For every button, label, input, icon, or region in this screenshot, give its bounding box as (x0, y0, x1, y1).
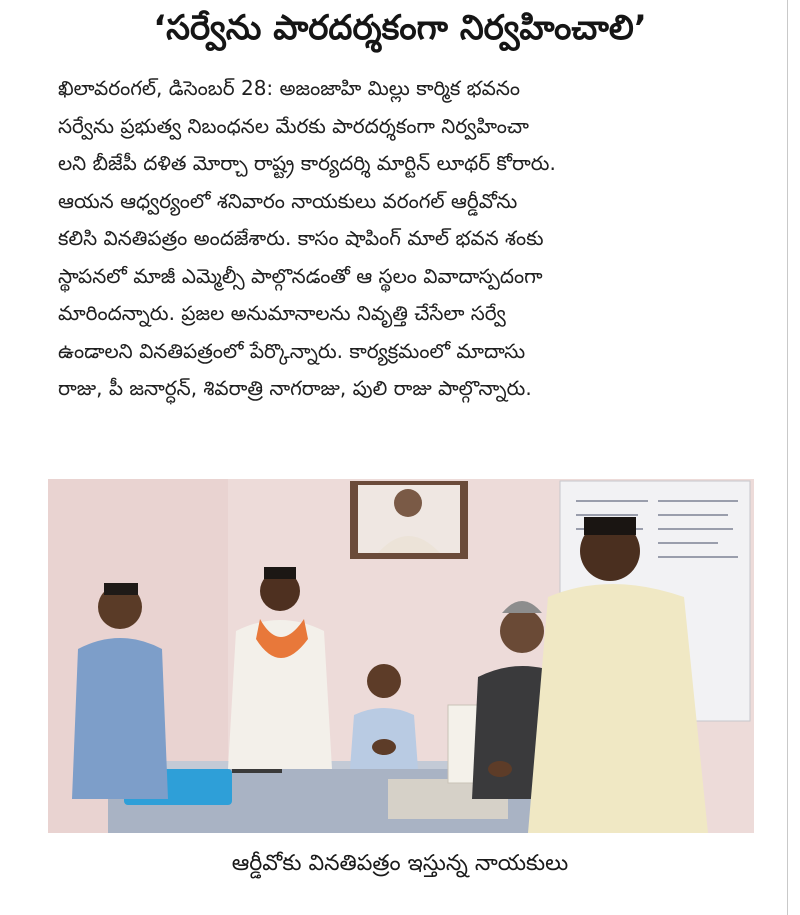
article-body (58, 70, 748, 408)
body-line: సర్వేను ప్రభుత్వ నిబంధనల మేరకు పారదర్శకంగా నిర్వహించా (58, 113, 529, 138)
body-line: కలిసి వినతిపత్రం అందజేశారు. కాసం షాపింగ్ మాల్ భవన శంకు (58, 226, 544, 250)
body-line: ఆయన ఆధ్వర్యంలో శనివారం నాయకులు వరంగల్ ఆర్డీవోను (58, 188, 518, 213)
column-rule (787, 0, 788, 915)
body-line: మారిందన్నారు. ప్రజల అనుమానాలను నివృత్తి చేసేలా సర్వే (58, 301, 506, 325)
body-line: ఖిలావరంగల్, డిసెంబర్ 28: అజంజాహి మిల్లు కార్మిక భవనం (58, 76, 521, 100)
body-line: రాజు, పీ జనార్ధన్, శివరాత్రి నాగరాజు, పులి రాజు పాల్గొన్నారు. (58, 376, 532, 400)
news-photo (48, 479, 754, 833)
headline: ‘సర్వేను పారదర్శకంగా నిర్వహించాలి’ (153, 8, 647, 48)
body-line: స్థాపనలో మాజీ ఎమ్మెల్సీ పాల్గొనడంతో ఆ స్థలం వివాదాస్పదంగా (58, 263, 543, 288)
body-line: ఉండాలని వినతిపత్రంలో పేర్కొన్నారు. కార్యక్రమంలో మాదాసు (58, 338, 526, 363)
photo-illustration (48, 479, 754, 833)
photo-caption: ఆర్డీవోకు వినతిపత్రం ఇస్తున్న నాయకులు (231, 851, 569, 876)
body-line: లని బీజేపీ దళిత మోర్చా రాష్ట్ర కార్యదర్శి మార్టిన్ లూథర్ కోరారు. (58, 151, 556, 175)
